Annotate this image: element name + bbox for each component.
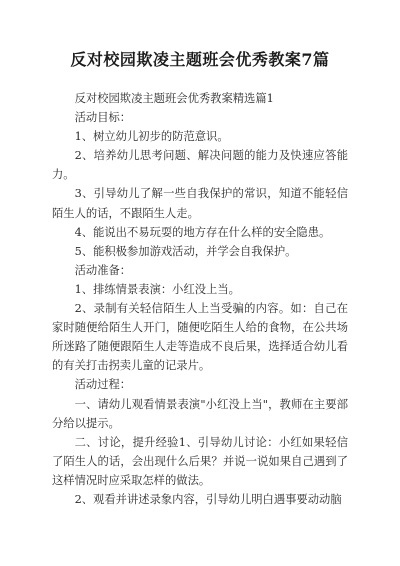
paragraph-goal-2: 2、培养幼儿思考问题、解决问题的能力及快速应答能力。 [52,149,348,182]
paragraph-process-2: 二、讨论，提升经验1、引导幼儿讨论：小红如果轻信了陌生人的话，会出现什么后果？并说一说如果自己遇到了这样情况时应采取怎样的做法。 [52,435,348,487]
document-title: 反对校园欺凌主题班会优秀教案7篇 [70,50,330,69]
paragraph-process-1: 一、请幼儿观看情景表演"小红没上当"，教师在主要部分给以提示。 [52,397,348,430]
paragraph-goal-1: 1、树立幼儿初步的防范意识。 [74,130,229,144]
paragraph-process-3: 2、观看并讲述录象内容，引导幼儿明白遇事要动动脑 [74,492,342,506]
paragraph-section-heading: 反对校园欺凌主题班会优秀教案精选篇1 [74,92,274,105]
paragraph-process-label: 活动过程： [74,378,132,392]
paragraph-goal-5: 5、能积极参加游戏活动，并学会自我保护。 [74,244,297,258]
paragraph-prep-1: 1、排练情景表演：小红没上当。 [74,282,240,296]
paragraph-goal-3: 3、引导幼儿了解一些自我保护的常识，知道不能轻信陌生人的话，不跟陌生人走。 [52,187,348,220]
paragraph-prep-2: 2、录制有关轻信陌生人上当受骗的内容。如：自己在家时随便给陌生人开门，随便吃陌生人给的食物，在公共场所迷路了随便跟陌生人走等造成不良后果，选择适合幼儿看的有关打击拐卖儿童的记录片。 [52,302,348,373]
paragraph-prep-label: 活动准备： [74,263,132,277]
paragraph-goal-4: 4、能说出不易玩耍的地方存在什么样的安全隐患。 [74,225,331,239]
paragraph-goals-label: 活动目标： [74,111,132,125]
document-body [52,89,348,509]
